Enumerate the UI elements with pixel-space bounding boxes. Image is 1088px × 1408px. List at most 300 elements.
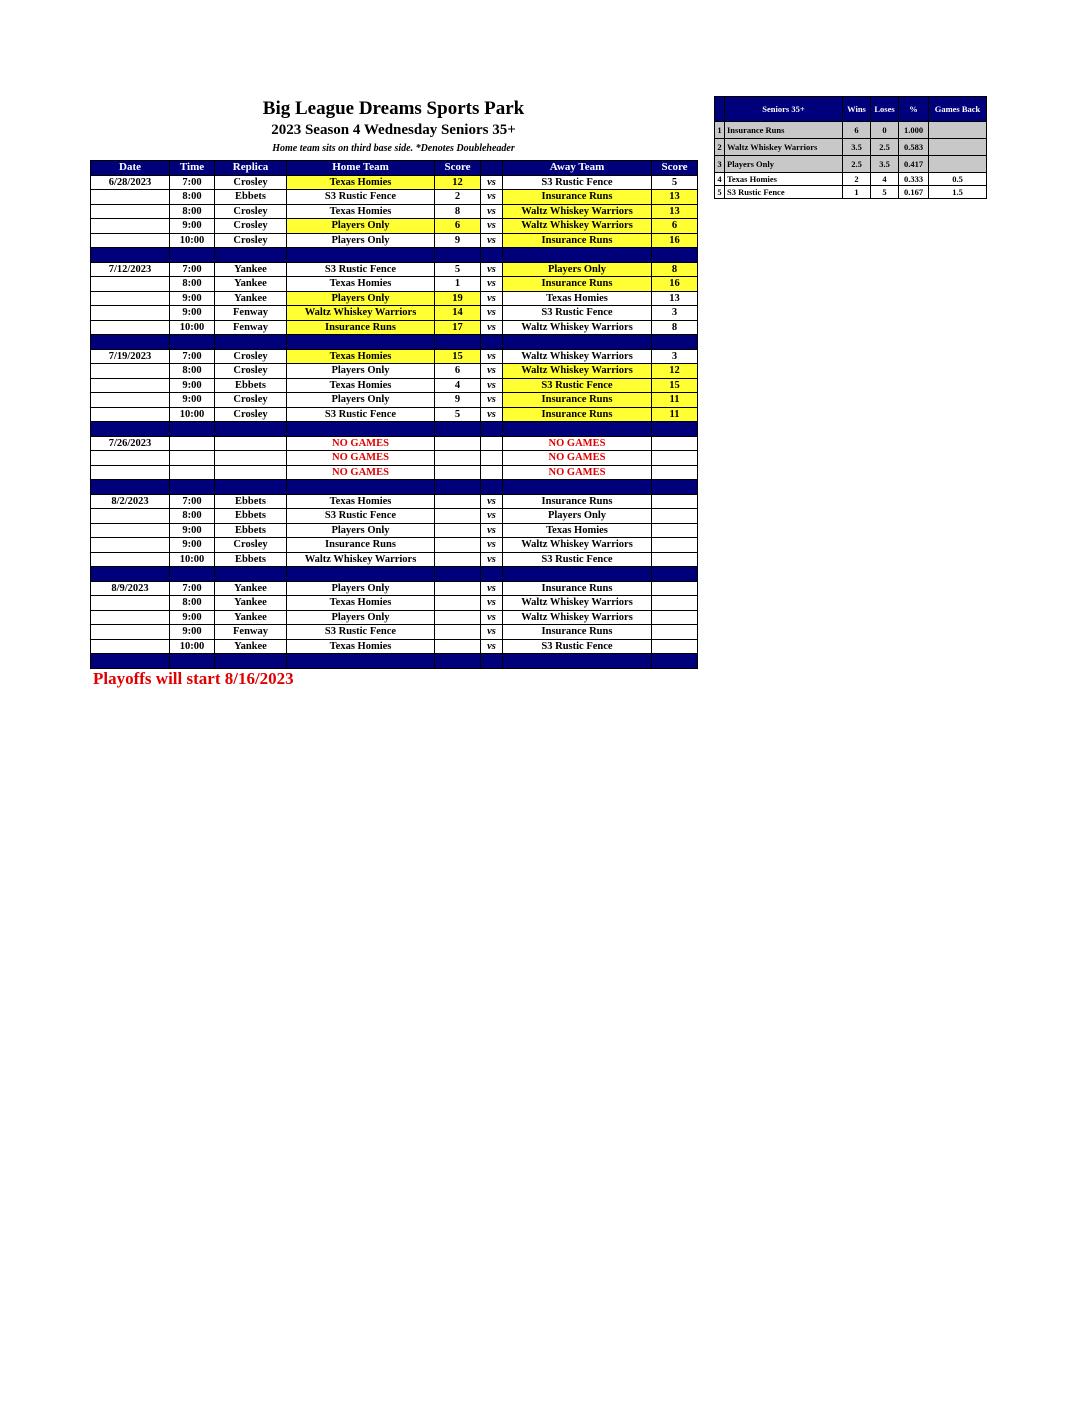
vs-label: vs [481,262,503,277]
game-time: 8:00 [170,204,215,219]
standings-loses: 2.5 [871,139,899,156]
home-score [435,523,481,538]
separator-cell [652,480,698,495]
game-date [91,364,170,379]
game-time: 8:00 [170,190,215,205]
home-team: Players Only [287,393,435,408]
away-team: Waltz Whiskey Warriors [503,610,652,625]
game-time: 7:00 [170,494,215,509]
separator-cell [435,567,481,582]
separator-cell [652,422,698,437]
home-team: Waltz Whiskey Warriors [287,306,435,321]
vs-label: vs [481,596,503,611]
col-away-team: Away Team [503,161,652,176]
home-team: S3 Rustic Fence [287,625,435,640]
separator-cell [481,480,503,495]
game-row [91,291,698,306]
col-date: Date [91,161,170,176]
game-field: Ebbets [215,523,287,538]
game-field: Crosley [215,393,287,408]
vs-label: vs [481,581,503,596]
game-time: 10:00 [170,552,215,567]
separator-cell [652,654,698,669]
separator-cell [652,248,698,263]
game-date [91,378,170,393]
home-team: Texas Homies [287,378,435,393]
standings-games-back [929,122,987,139]
vs-label: vs [481,494,503,509]
game-field: Yankee [215,596,287,611]
vs-label: vs [481,204,503,219]
game-time: 8:00 [170,364,215,379]
standings-row [715,173,987,186]
standings-row [715,186,987,199]
vs-label: vs [481,306,503,321]
standings-games-back [929,156,987,173]
standings-row [715,139,987,156]
game-time: 10:00 [170,407,215,422]
week-separator [91,480,698,495]
away-team: S3 Rustic Fence [503,639,652,654]
home-score [435,639,481,654]
game-row [91,349,698,364]
standings-games-back: 0.5 [929,173,987,186]
week-separator [91,567,698,582]
standings-loses: 5 [871,186,899,199]
game-date: 7/12/2023 [91,262,170,277]
col-rank [715,97,725,122]
separator-cell [287,422,435,437]
home-team: Insurance Runs [287,320,435,335]
separator-cell [91,480,170,495]
separator-cell [215,248,287,263]
game-date: 6/28/2023 [91,175,170,190]
game-time: 8:00 [170,277,215,292]
away-score: 13 [652,190,698,205]
game-date: 7/19/2023 [91,349,170,364]
game-time: 9:00 [170,219,215,234]
game-field: Crosley [215,204,287,219]
vs-label: vs [481,407,503,422]
vs-label: vs [481,378,503,393]
home-team: S3 Rustic Fence [287,509,435,524]
home-team: Players Only [287,219,435,234]
game-time: 7:00 [170,175,215,190]
game-row [91,320,698,335]
separator-cell [170,335,215,350]
home-score: 19 [435,291,481,306]
game-row [91,538,698,553]
home-score [435,538,481,553]
away-team: Insurance Runs [503,233,652,248]
game-time: 9:00 [170,625,215,640]
game-time: 9:00 [170,291,215,306]
away-score: 3 [652,306,698,321]
game-field: Crosley [215,538,287,553]
away-team: Insurance Runs [503,407,652,422]
standings-rank: 5 [715,186,725,199]
game-row [91,625,698,640]
vs-label [481,451,503,466]
col-wins: Wins [843,97,871,122]
away-score [652,538,698,553]
home-score: 14 [435,306,481,321]
away-team: Players Only [503,262,652,277]
game-time: 10:00 [170,320,215,335]
away-team: NO GAMES [503,465,652,480]
vs-label: vs [481,552,503,567]
home-score: 6 [435,364,481,379]
standings-table [714,96,987,199]
home-score: 1 [435,277,481,292]
home-team: Texas Homies [287,494,435,509]
vs-label: vs [481,349,503,364]
separator-cell [481,422,503,437]
week-separator [91,654,698,669]
away-team: Waltz Whiskey Warriors [503,320,652,335]
separator-cell [435,654,481,669]
standings-pct: 0.583 [899,139,929,156]
separator-cell [481,654,503,669]
away-team: Waltz Whiskey Warriors [503,204,652,219]
game-date [91,552,170,567]
home-score: 12 [435,175,481,190]
game-field: Ebbets [215,509,287,524]
away-score: 8 [652,262,698,277]
separator-cell [215,335,287,350]
game-date [91,320,170,335]
playoffs-note: Playoffs will start 8/16/2023 [93,669,294,688]
away-score [652,509,698,524]
game-time: 7:00 [170,349,215,364]
away-score: 5 [652,175,698,190]
separator-cell [435,422,481,437]
standings-games-back: 1.5 [929,186,987,199]
home-score: 6 [435,219,481,234]
game-time [170,451,215,466]
separator-cell [503,654,652,669]
away-team: Insurance Runs [503,625,652,640]
vs-label: vs [481,639,503,654]
away-score [652,494,698,509]
away-score: 8 [652,320,698,335]
game-time: 8:00 [170,509,215,524]
separator-cell [215,567,287,582]
game-time [170,465,215,480]
game-date [91,523,170,538]
home-team: NO GAMES [287,465,435,480]
game-row [91,509,698,524]
game-field: Ebbets [215,378,287,393]
away-score: 12 [652,364,698,379]
game-date [91,538,170,553]
home-score: 2 [435,190,481,205]
game-date [91,639,170,654]
away-team: S3 Rustic Fence [503,175,652,190]
home-team: Insurance Runs [287,538,435,553]
standings-pct: 0.417 [899,156,929,173]
home-score [435,596,481,611]
standings-rank: 2 [715,139,725,156]
game-date: 8/2/2023 [91,494,170,509]
game-row [91,639,698,654]
home-team: NO GAMES [287,436,435,451]
separator-cell [287,567,435,582]
standings-header-row [715,97,987,122]
game-time: 10:00 [170,233,215,248]
separator-cell [287,248,435,263]
vs-label [481,465,503,480]
game-field: Yankee [215,639,287,654]
separator-cell [170,248,215,263]
away-team: Waltz Whiskey Warriors [503,219,652,234]
game-row [91,451,698,466]
game-time: 10:00 [170,639,215,654]
standings-row [715,156,987,173]
home-team: S3 Rustic Fence [287,190,435,205]
game-time [170,436,215,451]
game-field [215,436,287,451]
home-score [435,451,481,466]
game-date [91,509,170,524]
separator-cell [652,335,698,350]
away-team: S3 Rustic Fence [503,378,652,393]
game-time: 7:00 [170,262,215,277]
game-time: 9:00 [170,306,215,321]
away-score: 6 [652,219,698,234]
home-score [435,610,481,625]
week-separator [91,335,698,350]
game-field: Crosley [215,407,287,422]
away-score: 16 [652,233,698,248]
home-score [435,436,481,451]
home-team: Players Only [287,523,435,538]
col-away-score: Score [652,161,698,176]
game-time: 9:00 [170,610,215,625]
vs-label: vs [481,233,503,248]
game-date: 8/9/2023 [91,581,170,596]
home-score [435,625,481,640]
game-field: Crosley [215,175,287,190]
vs-label: vs [481,364,503,379]
vs-label: vs [481,509,503,524]
separator-cell [170,654,215,669]
game-row [91,277,698,292]
home-team: Players Only [287,364,435,379]
separator-cell [91,567,170,582]
game-date [91,219,170,234]
standings-wins: 6 [843,122,871,139]
page-title: Big League Dreams Sports Park [262,98,525,119]
away-team: S3 Rustic Fence [503,552,652,567]
away-score [652,552,698,567]
home-score: 9 [435,393,481,408]
away-team: Texas Homies [503,523,652,538]
col-home-team: Home Team [287,161,435,176]
game-date [91,291,170,306]
separator-cell [503,335,652,350]
away-team: Insurance Runs [503,190,652,205]
home-team: Players Only [287,581,435,596]
col-pct: % [899,97,929,122]
standings-wins: 1 [843,186,871,199]
page-subtitle: 2023 Season 4 Wednesday Seniors 35+ [271,122,516,138]
game-time: 9:00 [170,523,215,538]
vs-label: vs [481,219,503,234]
schedule-table [90,160,698,669]
away-team: Waltz Whiskey Warriors [503,349,652,364]
game-row [91,190,698,205]
separator-cell [503,567,652,582]
game-field: Crosley [215,233,287,248]
standings-rank: 4 [715,173,725,186]
home-team: Texas Homies [287,349,435,364]
home-score: 15 [435,349,481,364]
game-field: Yankee [215,262,287,277]
away-team: Insurance Runs [503,277,652,292]
separator-cell [503,480,652,495]
vs-label [481,436,503,451]
game-date: 7/26/2023 [91,436,170,451]
away-score: 11 [652,407,698,422]
separator-cell [215,422,287,437]
game-row [91,465,698,480]
vs-label: vs [481,523,503,538]
col-replica: Replica [215,161,287,176]
standings-games-back [929,139,987,156]
game-date [91,190,170,205]
game-time: 9:00 [170,378,215,393]
away-team: NO GAMES [503,451,652,466]
standings-pct: 0.333 [899,173,929,186]
schedule-body [91,175,698,668]
home-team: Players Only [287,610,435,625]
game-field: Fenway [215,320,287,335]
away-score [652,596,698,611]
game-time: 7:00 [170,581,215,596]
game-time: 8:00 [170,596,215,611]
standings-wins: 3.5 [843,139,871,156]
away-score: 13 [652,291,698,306]
vs-label: vs [481,291,503,306]
separator-cell [287,654,435,669]
away-score: 11 [652,393,698,408]
separator-cell [481,567,503,582]
separator-cell [91,654,170,669]
game-date [91,277,170,292]
away-team: Insurance Runs [503,494,652,509]
col-loses: Loses [871,97,899,122]
col-vs [481,161,503,176]
away-score [652,610,698,625]
home-team: Players Only [287,291,435,306]
game-row [91,407,698,422]
separator-cell [503,248,652,263]
vs-label: vs [481,625,503,640]
vs-label: vs [481,175,503,190]
game-field: Fenway [215,306,287,321]
separator-cell [215,480,287,495]
game-field: Yankee [215,291,287,306]
separator-cell [435,335,481,350]
vs-label: vs [481,393,503,408]
away-score [652,451,698,466]
game-date [91,393,170,408]
standings-body [715,122,987,199]
away-score [652,436,698,451]
game-field: Crosley [215,349,287,364]
standings-team: Insurance Runs [725,122,843,139]
separator-cell [91,335,170,350]
away-team: S3 Rustic Fence [503,306,652,321]
col-games-back: Games Back [929,97,987,122]
game-row [91,610,698,625]
game-row [91,175,698,190]
separator-cell [287,335,435,350]
home-team: Texas Homies [287,175,435,190]
standings-loses: 3.5 [871,156,899,173]
game-date [91,407,170,422]
standings-row [715,122,987,139]
standings-team: S3 Rustic Fence [725,186,843,199]
home-score [435,509,481,524]
home-team: Waltz Whiskey Warriors [287,552,435,567]
game-row [91,233,698,248]
col-division: Seniors 35+ [725,97,843,122]
standings-team: Texas Homies [725,173,843,186]
game-date [91,451,170,466]
away-team: Texas Homies [503,291,652,306]
standings-team: Waltz Whiskey Warriors [725,139,843,156]
game-date [91,233,170,248]
separator-cell [170,480,215,495]
away-score: 16 [652,277,698,292]
separator-cell [170,567,215,582]
standings-pct: 0.167 [899,186,929,199]
home-score [435,552,481,567]
game-field: Fenway [215,625,287,640]
standings-wins: 2.5 [843,156,871,173]
game-field: Ebbets [215,190,287,205]
vs-label: vs [481,538,503,553]
separator-cell [503,422,652,437]
game-row [91,581,698,596]
away-score: 3 [652,349,698,364]
away-team: Players Only [503,509,652,524]
game-date [91,610,170,625]
game-date [91,306,170,321]
standings-wins: 2 [843,173,871,186]
away-score [652,465,698,480]
game-field [215,465,287,480]
home-score: 4 [435,378,481,393]
home-score: 8 [435,204,481,219]
away-team: Insurance Runs [503,393,652,408]
vs-label: vs [481,277,503,292]
game-row [91,378,698,393]
home-score: 5 [435,262,481,277]
col-time: Time [170,161,215,176]
separator-cell [91,422,170,437]
away-team: Waltz Whiskey Warriors [503,538,652,553]
standings-team: Players Only [725,156,843,173]
away-team: Insurance Runs [503,581,652,596]
away-score [652,625,698,640]
separator-cell [287,480,435,495]
separator-cell [435,248,481,263]
game-row [91,494,698,509]
separator-cell [652,567,698,582]
